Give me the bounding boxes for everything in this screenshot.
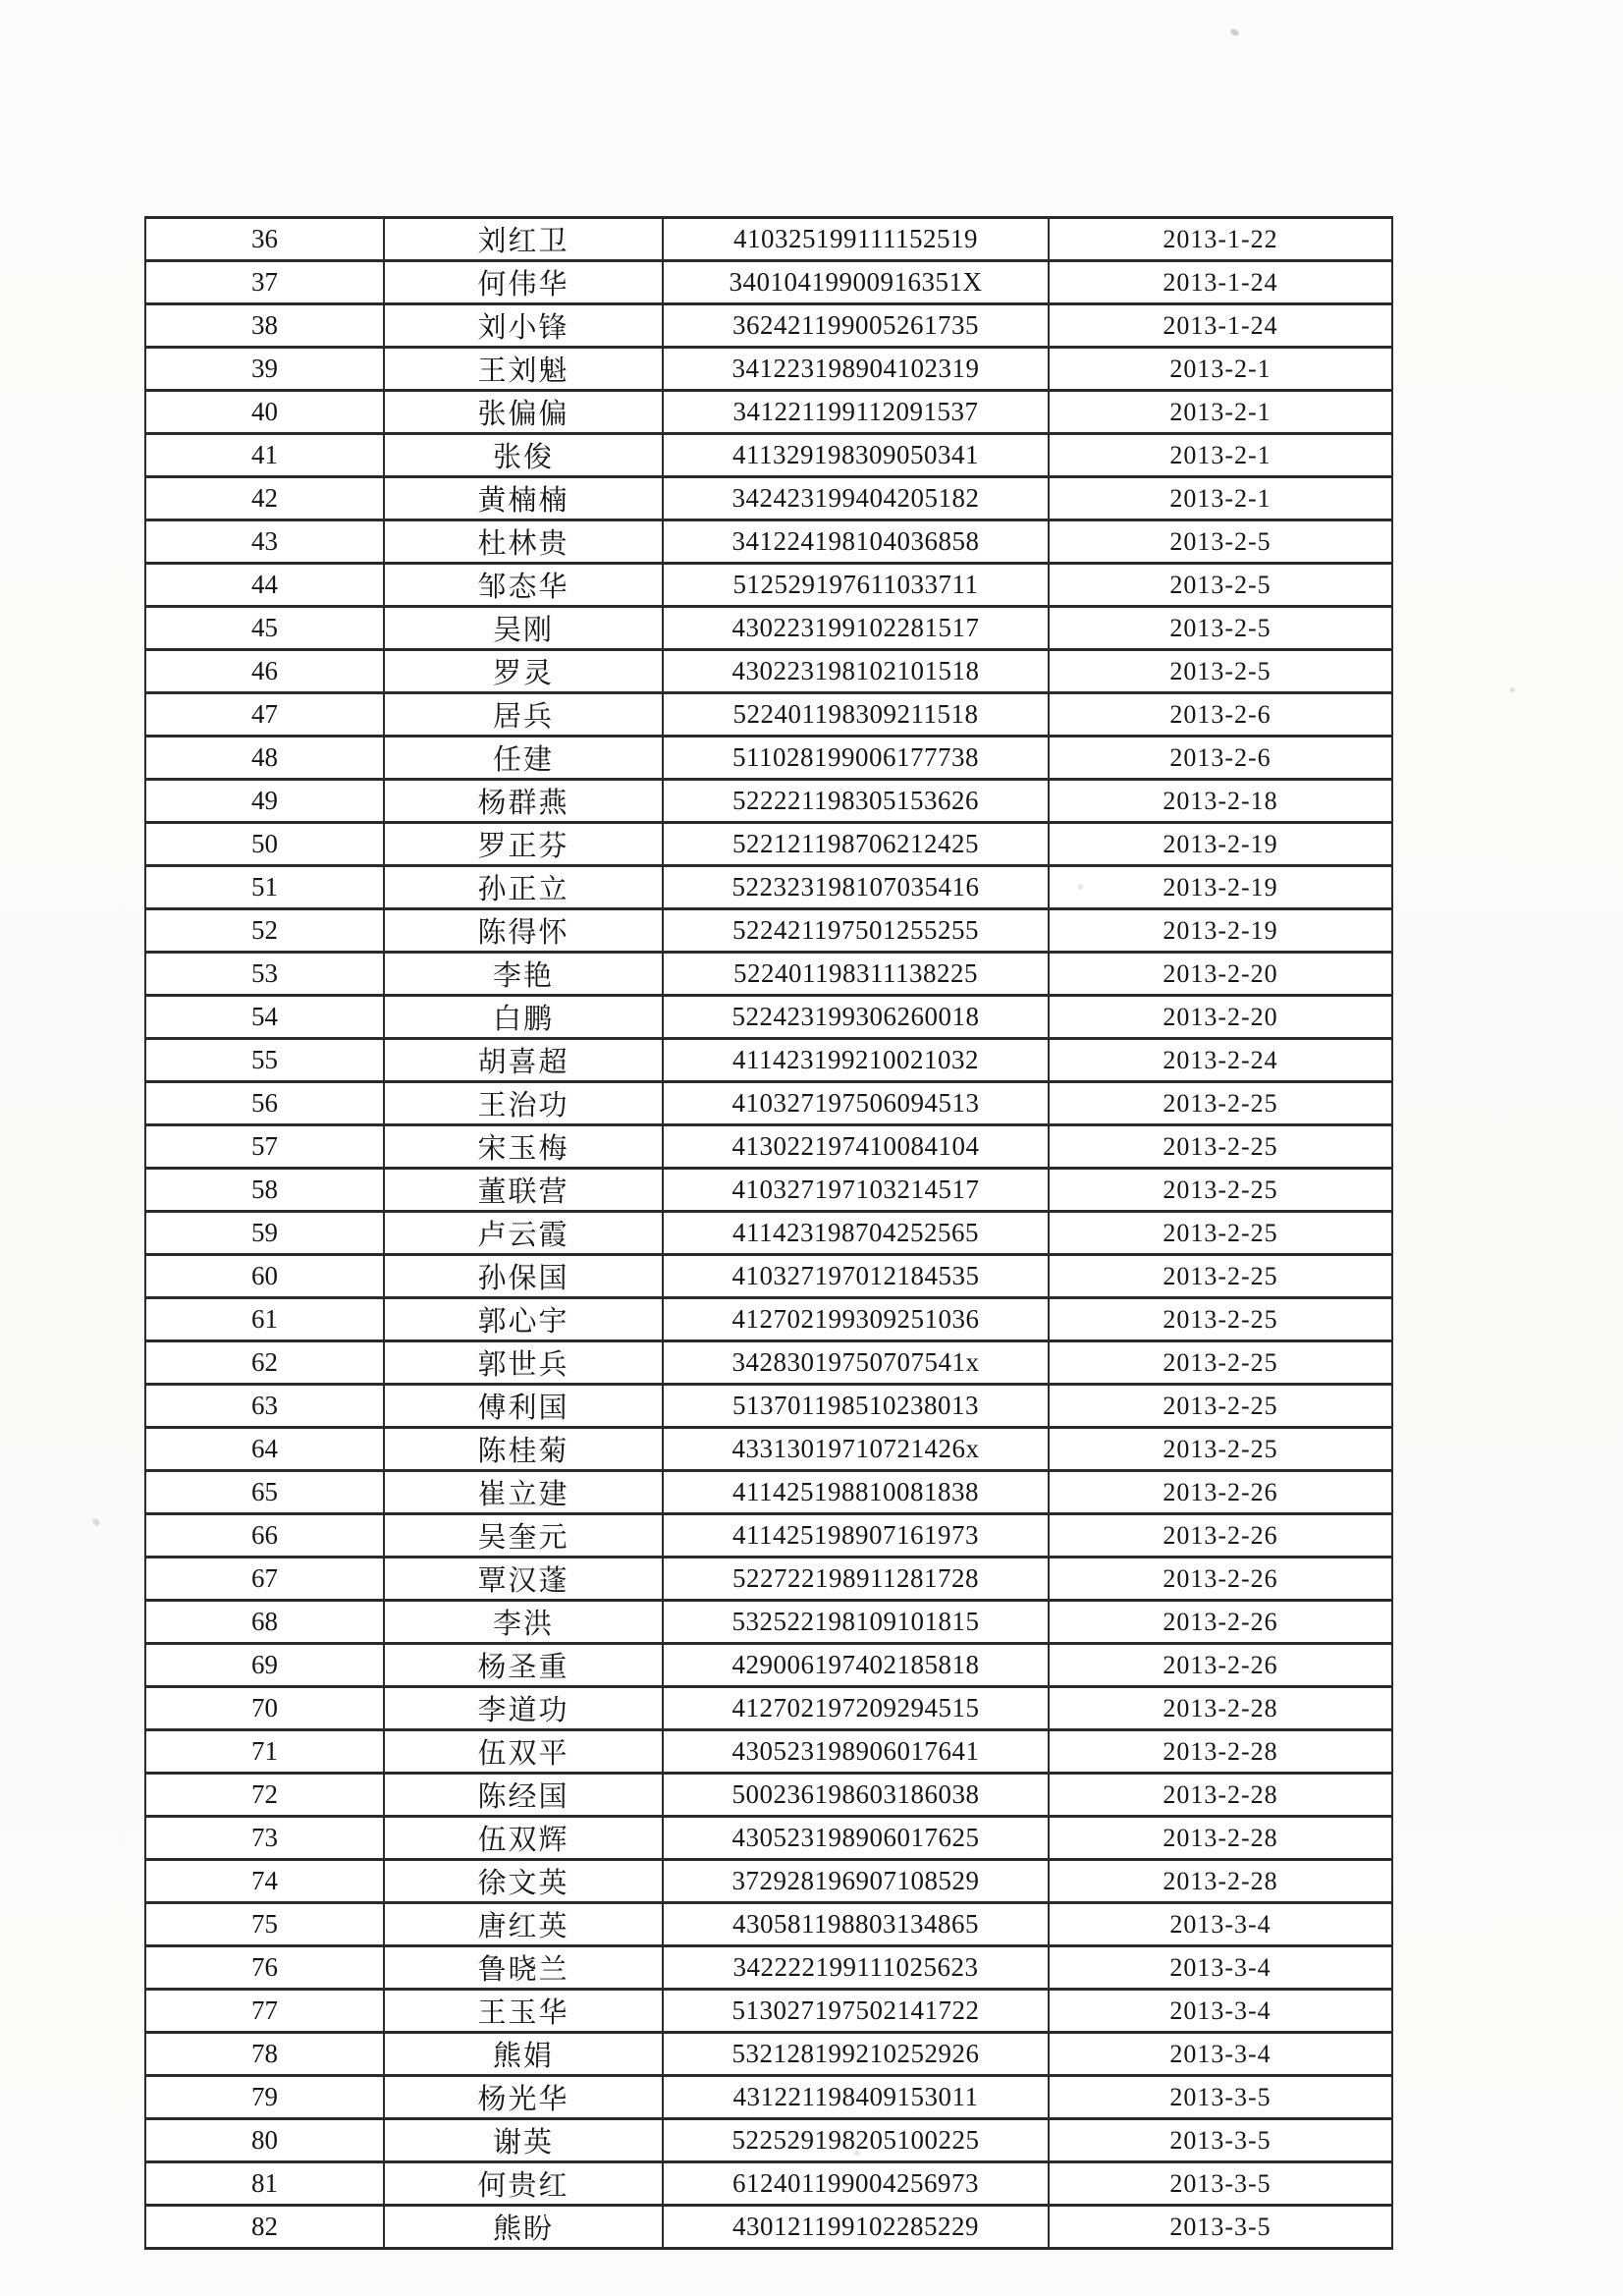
row-number-cell: 57: [145, 1125, 384, 1169]
name-cell: 李道功: [384, 1687, 663, 1730]
id-number-cell: 412702197209294515: [663, 1687, 1049, 1730]
name-cell: 徐文英: [384, 1860, 663, 1903]
id-number-cell: 522323198107035416: [663, 866, 1049, 909]
date-cell: 2013-3-5: [1049, 2119, 1392, 2162]
id-number-cell: 522722198911281728: [663, 1558, 1049, 1601]
table-row: [145, 2206, 1392, 2249]
id-number-cell: 431221198409153011: [663, 2076, 1049, 2119]
row-number-cell: 49: [145, 780, 384, 823]
table-row: [145, 866, 1392, 909]
date-cell: 2013-2-25: [1049, 1385, 1392, 1428]
id-number-cell: 430121199102285229: [663, 2206, 1049, 2249]
row-number-cell: 81: [145, 2162, 384, 2206]
table-row: [145, 1946, 1392, 1990]
row-number-cell: 63: [145, 1385, 384, 1428]
row-number-cell: 46: [145, 650, 384, 693]
name-cell: 杨圣重: [384, 1644, 663, 1687]
id-number-cell: 522423199306260018: [663, 996, 1049, 1039]
row-number-cell: 58: [145, 1169, 384, 1212]
id-number-cell: 522421197501255255: [663, 909, 1049, 953]
row-number-cell: 66: [145, 1514, 384, 1558]
table-body: [145, 218, 1392, 2249]
table-row: [145, 218, 1392, 261]
date-cell: 2013-2-5: [1049, 564, 1392, 607]
name-cell: 刘红卫: [384, 218, 663, 261]
table-row: [145, 520, 1392, 564]
date-cell: 2013-3-5: [1049, 2076, 1392, 2119]
table-row: [145, 1817, 1392, 1860]
table-row: [145, 909, 1392, 953]
name-cell: 孙正立: [384, 866, 663, 909]
id-number-cell: 430523198906017641: [663, 1730, 1049, 1774]
name-cell: 王刘魁: [384, 348, 663, 391]
date-cell: 2013-3-4: [1049, 2033, 1392, 2076]
id-number-cell: 500236198603186038: [663, 1774, 1049, 1817]
table-row: [145, 1860, 1392, 1903]
id-number-cell: 532522198109101815: [663, 1601, 1049, 1644]
row-number-cell: 65: [145, 1471, 384, 1514]
table-row: [145, 607, 1392, 650]
name-cell: 胡喜超: [384, 1039, 663, 1082]
table-row: [145, 780, 1392, 823]
date-cell: 2013-1-24: [1049, 304, 1392, 348]
id-number-cell: 429006197402185818: [663, 1644, 1049, 1687]
name-cell: 陈经国: [384, 1774, 663, 1817]
name-cell: 郭心宇: [384, 1298, 663, 1341]
id-number-cell: 410327197506094513: [663, 1082, 1049, 1125]
table-row: [145, 477, 1392, 520]
name-cell: 刘小锋: [384, 304, 663, 348]
row-number-cell: 60: [145, 1255, 384, 1298]
name-cell: 郭世兵: [384, 1341, 663, 1385]
row-number-cell: 59: [145, 1212, 384, 1255]
row-number-cell: 47: [145, 693, 384, 737]
table-row: [145, 996, 1392, 1039]
name-cell: 李艳: [384, 953, 663, 996]
date-cell: 2013-3-5: [1049, 2162, 1392, 2206]
row-number-cell: 36: [145, 218, 384, 261]
name-cell: 覃汉蓬: [384, 1558, 663, 1601]
table-row: [145, 1428, 1392, 1471]
table-row: [145, 1601, 1392, 1644]
table-row: [145, 1255, 1392, 1298]
id-number-cell: 410327197103214517: [663, 1169, 1049, 1212]
row-number-cell: 38: [145, 304, 384, 348]
row-number-cell: 82: [145, 2206, 384, 2249]
date-cell: 2013-2-1: [1049, 348, 1392, 391]
id-number-cell: 411423199210021032: [663, 1039, 1049, 1082]
id-number-cell: 34010419900916351X: [663, 261, 1049, 304]
table-row: [145, 2119, 1392, 2162]
row-number-cell: 75: [145, 1903, 384, 1946]
date-cell: 2013-2-5: [1049, 520, 1392, 564]
row-number-cell: 71: [145, 1730, 384, 1774]
date-cell: 2013-2-26: [1049, 1644, 1392, 1687]
row-number-cell: 52: [145, 909, 384, 953]
table-row: [145, 1514, 1392, 1558]
date-cell: 2013-3-4: [1049, 1990, 1392, 2033]
name-cell: 黄楠楠: [384, 477, 663, 520]
name-cell: 吴刚: [384, 607, 663, 650]
date-cell: 2013-3-4: [1049, 1903, 1392, 1946]
table-row: [145, 1125, 1392, 1169]
row-number-cell: 77: [145, 1990, 384, 2033]
row-number-cell: 62: [145, 1341, 384, 1385]
date-cell: 2013-2-25: [1049, 1341, 1392, 1385]
id-number-cell: 612401199004256973: [663, 2162, 1049, 2206]
row-number-cell: 44: [145, 564, 384, 607]
name-cell: 罗灵: [384, 650, 663, 693]
name-cell: 王玉华: [384, 1990, 663, 2033]
date-cell: 2013-2-6: [1049, 737, 1392, 780]
date-cell: 2013-2-25: [1049, 1428, 1392, 1471]
date-cell: 2013-2-28: [1049, 1730, 1392, 1774]
row-number-cell: 51: [145, 866, 384, 909]
name-cell: 张偏偏: [384, 391, 663, 434]
id-number-cell: 532128199210252926: [663, 2033, 1049, 2076]
row-number-cell: 69: [145, 1644, 384, 1687]
name-cell: 邹态华: [384, 564, 663, 607]
date-cell: 2013-2-28: [1049, 1817, 1392, 1860]
date-cell: 2013-2-25: [1049, 1082, 1392, 1125]
date-cell: 2013-2-26: [1049, 1514, 1392, 1558]
date-cell: 2013-2-1: [1049, 434, 1392, 477]
date-cell: 2013-2-18: [1049, 780, 1392, 823]
row-number-cell: 64: [145, 1428, 384, 1471]
table-row: [145, 2033, 1392, 2076]
table-row: [145, 391, 1392, 434]
row-number-cell: 56: [145, 1082, 384, 1125]
row-number-cell: 42: [145, 477, 384, 520]
name-cell: 吴奎元: [384, 1514, 663, 1558]
date-cell: 2013-2-25: [1049, 1169, 1392, 1212]
id-number-cell: 411425198907161973: [663, 1514, 1049, 1558]
row-number-cell: 61: [145, 1298, 384, 1341]
date-cell: 2013-2-20: [1049, 953, 1392, 996]
id-number-cell: 372928196907108529: [663, 1860, 1049, 1903]
table-row: [145, 1298, 1392, 1341]
table-row: [145, 1990, 1392, 2033]
date-cell: 2013-2-26: [1049, 1601, 1392, 1644]
name-cell: 居兵: [384, 693, 663, 737]
date-cell: 2013-2-6: [1049, 693, 1392, 737]
name-cell: 王治功: [384, 1082, 663, 1125]
row-number-cell: 72: [145, 1774, 384, 1817]
date-cell: 2013-3-4: [1049, 1946, 1392, 1990]
name-cell: 傅利国: [384, 1385, 663, 1428]
row-number-cell: 67: [145, 1558, 384, 1601]
name-cell: 何贵红: [384, 2162, 663, 2206]
id-number-cell: 43313019710721426x: [663, 1428, 1049, 1471]
name-cell: 宋玉梅: [384, 1125, 663, 1169]
name-cell: 张俊: [384, 434, 663, 477]
date-cell: 2013-2-1: [1049, 391, 1392, 434]
date-cell: 2013-1-24: [1049, 261, 1392, 304]
table-row: [145, 1644, 1392, 1687]
scan-artifact: [854, 2151, 860, 2156]
date-cell: 2013-2-26: [1049, 1471, 1392, 1514]
date-cell: 2013-3-5: [1049, 2206, 1392, 2249]
row-number-cell: 43: [145, 520, 384, 564]
table-row: [145, 1082, 1392, 1125]
date-cell: 2013-2-25: [1049, 1255, 1392, 1298]
date-cell: 2013-1-22: [1049, 218, 1392, 261]
name-cell: 白鹏: [384, 996, 663, 1039]
record-table: [144, 216, 1393, 2250]
name-cell: 卢云霞: [384, 1212, 663, 1255]
scan-artifact: [1510, 687, 1515, 692]
id-number-cell: 513701198510238013: [663, 1385, 1049, 1428]
id-number-cell: 522121198706212425: [663, 823, 1049, 866]
date-cell: 2013-2-28: [1049, 1687, 1392, 1730]
table-row: [145, 564, 1392, 607]
table-row: [145, 348, 1392, 391]
date-cell: 2013-2-1: [1049, 477, 1392, 520]
row-number-cell: 45: [145, 607, 384, 650]
id-number-cell: 430523198906017625: [663, 1817, 1049, 1860]
name-cell: 伍双平: [384, 1730, 663, 1774]
row-number-cell: 48: [145, 737, 384, 780]
table-row: [145, 1039, 1392, 1082]
id-number-cell: 512529197611033711: [663, 564, 1049, 607]
table-row: [145, 1730, 1392, 1774]
name-cell: 杜林贵: [384, 520, 663, 564]
id-number-cell: 411329198309050341: [663, 434, 1049, 477]
table-row: [145, 1212, 1392, 1255]
date-cell: 2013-2-19: [1049, 823, 1392, 866]
id-number-cell: 410327197012184535: [663, 1255, 1049, 1298]
id-number-cell: 513027197502141722: [663, 1990, 1049, 2033]
name-cell: 谢英: [384, 2119, 663, 2162]
date-cell: 2013-2-25: [1049, 1212, 1392, 1255]
name-cell: 唐红英: [384, 1903, 663, 1946]
id-number-cell: 342423199404205182: [663, 477, 1049, 520]
row-number-cell: 74: [145, 1860, 384, 1903]
name-cell: 董联营: [384, 1169, 663, 1212]
name-cell: 杨光华: [384, 2076, 663, 2119]
date-cell: 2013-2-24: [1049, 1039, 1392, 1082]
table-row: [145, 1558, 1392, 1601]
id-number-cell: 410325199111152519: [663, 218, 1049, 261]
name-cell: 伍双辉: [384, 1817, 663, 1860]
date-cell: 2013-2-26: [1049, 1558, 1392, 1601]
table-row: [145, 2076, 1392, 2119]
id-number-cell: 411425198810081838: [663, 1471, 1049, 1514]
table-row: [145, 1169, 1392, 1212]
name-cell: 李洪: [384, 1601, 663, 1644]
table-row: [145, 1341, 1392, 1385]
name-cell: 陈桂菊: [384, 1428, 663, 1471]
date-cell: 2013-2-25: [1049, 1125, 1392, 1169]
name-cell: 任建: [384, 737, 663, 780]
scan-artifact: [1229, 27, 1240, 37]
date-cell: 2013-2-19: [1049, 909, 1392, 953]
table-row: [145, 2162, 1392, 2206]
id-number-cell: 522401198311138225: [663, 953, 1049, 996]
row-number-cell: 55: [145, 1039, 384, 1082]
date-cell: 2013-2-28: [1049, 1774, 1392, 1817]
row-number-cell: 37: [145, 261, 384, 304]
id-number-cell: 511028199006177738: [663, 737, 1049, 780]
id-number-cell: 342222199111025623: [663, 1946, 1049, 1990]
table-row: [145, 1903, 1392, 1946]
table-row: [145, 1385, 1392, 1428]
table-row: [145, 737, 1392, 780]
table-row: [145, 1687, 1392, 1730]
name-cell: 何伟华: [384, 261, 663, 304]
scan-artifact: [1078, 884, 1083, 890]
id-number-cell: 411423198704252565: [663, 1212, 1049, 1255]
scan-artifact: [91, 1517, 101, 1527]
table-row: [145, 693, 1392, 737]
row-number-cell: 54: [145, 996, 384, 1039]
date-cell: 2013-2-5: [1049, 607, 1392, 650]
date-cell: 2013-2-28: [1049, 1860, 1392, 1903]
name-cell: 孙保国: [384, 1255, 663, 1298]
name-cell: 陈得怀: [384, 909, 663, 953]
name-cell: 熊盼: [384, 2206, 663, 2249]
row-number-cell: 41: [145, 434, 384, 477]
row-number-cell: 39: [145, 348, 384, 391]
table-row: [145, 953, 1392, 996]
table-row: [145, 650, 1392, 693]
id-number-cell: 430223198102101518: [663, 650, 1049, 693]
table-row: [145, 823, 1392, 866]
row-number-cell: 40: [145, 391, 384, 434]
name-cell: 鲁晓兰: [384, 1946, 663, 1990]
id-number-cell: 430223199102281517: [663, 607, 1049, 650]
id-number-cell: 341224198104036858: [663, 520, 1049, 564]
date-cell: 2013-2-5: [1049, 650, 1392, 693]
date-cell: 2013-2-19: [1049, 866, 1392, 909]
name-cell: 杨群燕: [384, 780, 663, 823]
id-number-cell: 522529198205100225: [663, 2119, 1049, 2162]
id-number-cell: 34283019750707541x: [663, 1341, 1049, 1385]
row-number-cell: 73: [145, 1817, 384, 1860]
name-cell: 罗正芬: [384, 823, 663, 866]
table-row: [145, 261, 1392, 304]
id-number-cell: 413022197410084104: [663, 1125, 1049, 1169]
row-number-cell: 80: [145, 2119, 384, 2162]
table-row: [145, 1471, 1392, 1514]
id-number-cell: 522401198309211518: [663, 693, 1049, 737]
id-number-cell: 362421199005261735: [663, 304, 1049, 348]
row-number-cell: 76: [145, 1946, 384, 1990]
id-number-cell: 430581198803134865: [663, 1903, 1049, 1946]
table-row: [145, 434, 1392, 477]
name-cell: 熊娟: [384, 2033, 663, 2076]
date-cell: 2013-2-20: [1049, 996, 1392, 1039]
table-row: [145, 304, 1392, 348]
row-number-cell: 50: [145, 823, 384, 866]
row-number-cell: 79: [145, 2076, 384, 2119]
row-number-cell: 70: [145, 1687, 384, 1730]
table-row: [145, 1774, 1392, 1817]
name-cell: 崔立建: [384, 1471, 663, 1514]
id-number-cell: 341223198904102319: [663, 348, 1049, 391]
date-cell: 2013-2-25: [1049, 1298, 1392, 1341]
row-number-cell: 78: [145, 2033, 384, 2076]
id-number-cell: 412702199309251036: [663, 1298, 1049, 1341]
id-number-cell: 522221198305153626: [663, 780, 1049, 823]
id-number-cell: 341221199112091537: [663, 391, 1049, 434]
row-number-cell: 53: [145, 953, 384, 996]
row-number-cell: 68: [145, 1601, 384, 1644]
